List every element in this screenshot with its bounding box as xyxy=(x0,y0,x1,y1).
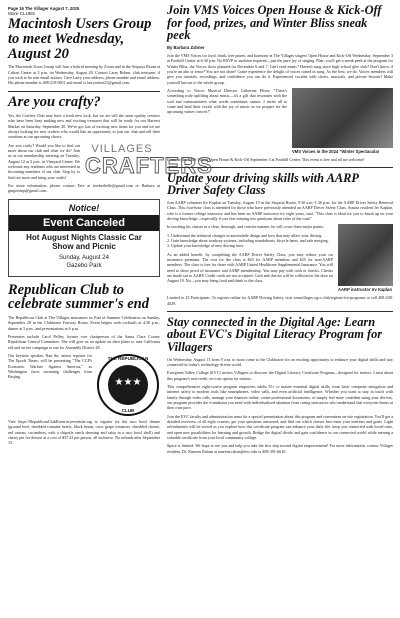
vms-row xyxy=(167,85,393,154)
seal-top-text: THE REPUBLICAN xyxy=(107,356,149,362)
driver-body-4: As an added benefit, by completing the AARP Driver Safety Class, you may reduce your car insurance premium. The cost for the class is $20 for AARP members and $25 for non-AARP members. The class is free for those with AARP United Healthcare Supplemental Insurance. You will need to show proof of insurance and AARP membership. You may pay with cash or checks. Checks are made out to AARP. Credit cards are not accepted. Cash and checks will be collected at the door on August 19. No—you may bring food and drink to the class. xyxy=(167,251,333,284)
driver-body-2: In teaching his classes in a clear, thorough, and concise manner, he will cover three major points: xyxy=(167,224,325,230)
driver-caption: AARP instructor Irv Kaplan xyxy=(338,287,392,293)
republican-body-4: Visit https://RepublicanClubEvent.myeventsite.org to register for the taco bowl dinner (ground beef, shredded romaine hearts, black beans, corn, grape tomatoes, shredded cheese, red onions, cucumbers, with a chipotle ranch dressing and salsa in a taco bowl shell) and cherry pie for dessert at a cost of $37.42 per person, all inclusive. No refunds after September 13. xyxy=(8,419,160,446)
crafters-logo-main: CRAFTERS xyxy=(85,152,213,178)
notice-box xyxy=(8,199,160,277)
digital-headline: Stay connected in the Digital Age: Learn about EVC's Digital Literacy Program for Villagers xyxy=(167,314,383,354)
digital-body-2: Evergreen Valley College (EVC) invites Villagers to discover the Digital Literacy Certificate Program—designed for seniors. Learn about this program's non-credit, no-cost option for seniors. xyxy=(167,370,393,381)
vms-photo-block xyxy=(292,85,393,154)
driver-row xyxy=(167,221,393,292)
driver-headline: Update your driving skills with AARP Driver Safety Class xyxy=(167,170,359,198)
notice-date xyxy=(15,255,153,271)
notice-date-line1: Sunday, August 24 xyxy=(59,255,109,261)
crafty-row xyxy=(8,140,213,180)
driver-body-1: Join AARP volunteer Irv Kaplan on Tuesday, August 19 in the Sequoia Room, 9:30 a.m.-1:30 p.m. for the AARP Driver Safety Renewal Class. This four-hour class is intended for those who have previously attended an AARP Driver Safety Class. Sonata resident Irv Kaplan, who is a former college instructor and has been an AARP instructor for eight years, said, "This class is ideal for you to brush up on your driving knowledge—especially if you fear missing test questions about rules of the road." xyxy=(167,200,393,222)
republican-body-2: Presenters include Carol Pelley, former vice chairperson of the Santa Clara County Republican Central Committee. She will give us an update on their plans to turn California red and on her campaign to run for Assembly District 28. xyxy=(8,334,160,350)
vms-body-3: Come to the VMS Voices Open House & Kick-Off September 3 at Foothill Center. This event is free and all are welcome! xyxy=(167,156,365,162)
crafty-headline: Are you crafty? xyxy=(8,94,101,111)
right-column xyxy=(167,4,393,454)
irv-kaplan-photo xyxy=(338,224,393,286)
crafty-body-3: For more information, please contact Tere at tereberbelle@gmail.com or Barbara at gingersnqs@gmail.com. xyxy=(8,182,160,194)
republican-body-3: Our keynote speaker, Nan Su, senior reporter for The Epoch Times, will be presenting "The CCP's Economic Warfare Against America," as Washington faces mounting challenges from Beijing. xyxy=(8,353,92,380)
digital-body-4: Join the EVC faculty and administration team for a special presentation about this program and convenient on-site registration. You'll get a detailed overview of all eight courses, get your questions answered, and find out which classes best meet your interests and goals. Light refreshments will be served as you explore how this certificate program can enhance your daily life, keep you connected with loved ones, and open new possibilities for learning and growth. Bridge the digital divide and gain confidence in our connected world while earning a valuable certificate from your local community college. xyxy=(167,413,393,440)
macintosh-body: The Macintosh Users Group will host a hybrid meeting by Zoom and in the Sequoia Room at Cribari Center at 3 p.m. on Wednesday, August 20. Contact Larry Roben, club treasurer, if you wish to be sent email notices. Give Larry your address, phone number and email address. His phone number is 408-218-0651 and email is larryroben21@gmail.com. xyxy=(8,64,160,86)
vms-choir-photo xyxy=(292,88,393,148)
divider xyxy=(167,311,393,312)
republican-row xyxy=(8,350,160,416)
notice-event: Hot August Nights Classic Car Show and Picnic xyxy=(26,232,142,251)
republican-headline: Republican Club to celebrate summer's end xyxy=(8,281,149,313)
vms-byline: By Barbara Zahner xyxy=(167,44,205,50)
vms-caption: VMS Voices in the 2024 "Winter Spectacular xyxy=(292,148,380,154)
digital-body-3: This comprehensive eight-course program empowers adults 55+ to master essential digital skills, from basic computer navigation and internet safety to modern tools like smartphones, video calls, and even artificial intelligence. Whether you want to stay in touch with family through video calls, manage your finances online, create professional documents, or simply feel more confident using your devices, our program provides the foundation you need with individualized attention from caring instructors who understand that everyone learns at their own pace. xyxy=(167,383,393,411)
macintosh-headline: Macintosh Users Group to meet Wednesday, August 20 xyxy=(8,16,152,62)
crafters-logo-top: VILLAGES xyxy=(91,142,153,155)
vms-body-1: Join the VMS Voices for food, drink, free prizes, and harmony at The Villages singers' Open House and Kick-Off Wednesday, September 3 at Foothill Center at 6:30 p.m. No RSVP or audition required—just the pure joy of singing. Plan: you'll get a sneak peek at the program for Winter Bliss, the Voices show planned for December 6 and 7. Can't read music? Haven't sung since high school glee club? Don't know if you're an alto or tenor? You are not alone! Come experience the delight of voices raised in song. As the best, we do, Voices members will give you tutorials, recordings, and confidence you can do it. Experienced vocalist with choirs, musicals, and private lessons? Make yourself known to the whole group. xyxy=(167,52,393,85)
republican-body-1: The Republican Club at The Villages announces its End of Summer Celebration on Sunday, September 28 in the Clubhouse Fairway Room. Event begins with cocktails at 4:30 p.m., dinner at 5 p.m., and presentations at 6 p.m. xyxy=(8,315,160,331)
divider xyxy=(8,91,160,92)
republican-club-seal xyxy=(97,354,159,416)
digital-body-5: Space is limited. We hope to see you and help you take the first step toward digital empowerment! For more information, contact Villages resident, Dr. Nasreen Rahim at nasreen.rahim@evc.edu or 408-391-6610. xyxy=(167,443,393,454)
page-header: Page 16 The Villager August 7, 2025 xyxy=(8,6,80,11)
seal-inner xyxy=(108,365,148,405)
digital-body-1: On Wednesday, August 13 from 9 a.m. to noon come to the Clubhouse for an exciting opportunity to enhance your digital skills and stay connected in today's technology-driven world. xyxy=(167,356,393,367)
driver-text-block xyxy=(167,221,333,292)
section-label: More CLUBS xyxy=(8,11,36,16)
crafters-logo xyxy=(85,142,213,180)
crafty-body-2: Are you crafty? Would you like to find out more about our club and what we do? Join us at our membership meeting on Tuesday, August 12 at 2 p.m. in Vineyard Center. We welcome any residents who are interested in becoming members of our club. Stop by to find out more and bring your crafts! xyxy=(8,142,80,180)
driver-body-5: Limited to 25 Participants. To register online for AARP Driving Safety, visit vmavillages.vgcc.club/register-for-programs or call 408-238-4029. xyxy=(167,295,393,306)
seal-bottom-text: CLUB xyxy=(121,408,135,414)
vms-body-2: According to Voices Musical Director Catherine Eltzer, "There's something truly uplifting about music—it's a gift that resonates with the soul and communicates what words sometimes cannot. I invite all to come and lend their vocals with the joy of music as we prepare for the upcoming winter concert!" xyxy=(167,87,287,115)
driver-body-3: 1. Understand the technical changes in automobile design and how that may affect your driving. 2. Gain knowledge about roadway systems, including roundabouts, bicycle lanes, and safe merging. 3. Update your knowledge of new driving laws. xyxy=(167,232,329,249)
crafty-body-1: Yes, the Crafters Club may have a fresh new look, but we are still the same quality creators who have been busy making new and exciting treasures that will be ready for our Harvest Market on Saturday, September 20. We've got lots of exciting new items for you and we are always looking for new crafters who would like an opportunity to join our club and sell their creations at our upcoming shows. xyxy=(8,113,160,140)
divider xyxy=(167,167,393,168)
notice-date-line2: Gazebo Park xyxy=(66,262,102,269)
vms-headline: Join VMS Voices Open House & Kick-Off for food, prizes, and Winter Bliss sneak peek xyxy=(167,3,382,43)
notice-title: Notice! xyxy=(68,202,100,213)
star-icon: ★★★ xyxy=(114,377,142,389)
notice-banner: Event Canceled xyxy=(9,215,159,231)
driver-photo-block xyxy=(338,221,393,292)
